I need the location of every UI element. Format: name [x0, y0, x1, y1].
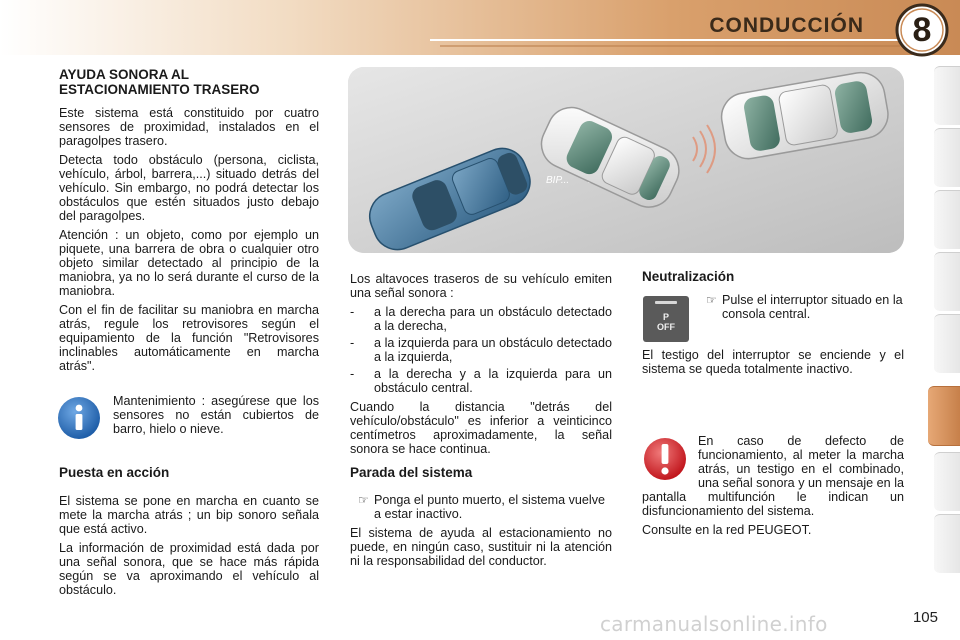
paragraph: El testigo del interruptor se enciende y el sistema se queda totalmente inactivo.	[642, 348, 904, 376]
warning-note	[642, 434, 904, 542]
main-heading-line1: AYUDA SONORA AL	[59, 67, 190, 82]
paragraph: Cuando la distancia "detrás del vehículo/obstáculo" es inferior a veinticinco centímetros aproximadamente, la señal sonora se hace continua.	[350, 400, 612, 456]
chapter-tab-2[interactable]	[934, 128, 960, 188]
parking-switch-button	[643, 296, 689, 342]
chapter-title: CONDUCCIÓN	[709, 14, 864, 37]
paragraph: La información de proximidad está dada por una señal sonora, que se hace más rápida según se va aproximando el vehículo al obstáculo.	[59, 541, 319, 597]
watermark: carmanualsonline.info	[600, 612, 828, 636]
chapter-tabs	[930, 66, 960, 572]
paragraph: El sistema se pone en marcha en cuanto se mete la marcha atrás ; un bip sonoro señala que está activo.	[59, 494, 319, 536]
section-puesta	[59, 466, 319, 602]
parking-illustration	[348, 67, 904, 253]
chapter-tab-7[interactable]	[934, 452, 960, 512]
info-icon	[56, 395, 102, 441]
section-heading: Neutralización	[642, 269, 735, 284]
pointing-hand-icon: ☞	[358, 493, 369, 507]
chapter-tab-3[interactable]	[934, 190, 960, 250]
chapter-tab-4[interactable]	[934, 252, 960, 312]
section-parada	[350, 466, 612, 573]
main-heading-line2: ESTACIONAMIENTO TRASERO	[59, 82, 260, 97]
chapter-tab-8[interactable]	[934, 514, 960, 574]
step-item: ☞ Pulse el interruptor situado en la consola central.	[706, 293, 903, 321]
speaker-list	[350, 305, 612, 395]
section-neutralizacion	[642, 270, 904, 284]
pointing-hand-icon: ☞	[706, 293, 717, 307]
section-heading: Puesta en acción	[59, 465, 170, 480]
switch-description	[642, 348, 904, 381]
step-item: ☞ Ponga el punto muerto, el sistema vuelve a estar inactivo.	[358, 493, 606, 521]
paragraph: Consulte en la red PEUGEOT.	[642, 523, 812, 537]
paragraph: El sistema de ayuda al estacionamiento no puede, en ningún caso, sustituir ni la atención ni la responsabilidad del conductor.	[350, 526, 612, 568]
switch-step	[698, 293, 904, 326]
info-note	[113, 394, 319, 441]
list-item: - a la izquierda para un obstáculo detectado a la izquierda,	[350, 336, 612, 364]
paragraph: Los altavoces traseros de su vehículo emiten una señal sonora :	[350, 272, 612, 300]
paragraph: Con el fin de facilitar su maniobra en marcha atrás, regule los retrovisores según el equipamiento de la función "Retrovisores inclinables automáticamente en marcha atrás".	[59, 303, 319, 373]
section-heading: Parada del sistema	[350, 465, 473, 480]
main-heading	[59, 67, 319, 97]
parking-scene-image	[348, 67, 904, 253]
header-banner	[0, 0, 960, 55]
svg-text:BIP...: BIP...	[546, 175, 570, 186]
chapter-tab-1[interactable]	[934, 66, 960, 126]
warning-text: En caso de defecto de funcionamiento, al meter la marcha atrás, un testigo en el combinado, una señal sonora y un mensaje en la pantalla multifunción le indican un disfuncionamiento del sistema.	[642, 434, 904, 518]
paragraph: Este sistema está constituido por cuatro sensores de proximidad, instalados en el paragolpes trasero.	[59, 106, 319, 148]
warning-icon-spacer	[642, 434, 698, 490]
column-middle	[350, 272, 612, 461]
list-item: - a la derecha para un obstáculo detectado a la derecha,	[350, 305, 612, 333]
chapter-tab-5[interactable]	[934, 314, 960, 374]
chapter-number: 8	[912, 11, 932, 49]
switch-label: P OFF	[657, 312, 675, 332]
column-left	[59, 67, 319, 378]
chapter-tab-current[interactable]	[928, 386, 960, 446]
paragraph: Atención : un objeto, como por ejemplo un piquete, una barrera de obra o cualquier otro objeto similar detectado al principio de la maniobra, ya no lo será durante el curso de la maniobra.	[59, 228, 319, 298]
list-item: - a la derecha y a la izquierda para un obstáculo central.	[350, 367, 612, 395]
paragraph: Detecta todo obstáculo (persona, ciclista, vehículo, árbol, barrera,...) situado detrás del vehículo. Sin embargo, no podrá detectar los obstáculos que estén situados justo debajo del paragolpes.	[59, 153, 319, 223]
info-text: Mantenimiento : asegúrese que los sensores no están cubiertos de barro, hielo o nieve.	[113, 394, 319, 436]
page-number: 105	[912, 609, 938, 626]
